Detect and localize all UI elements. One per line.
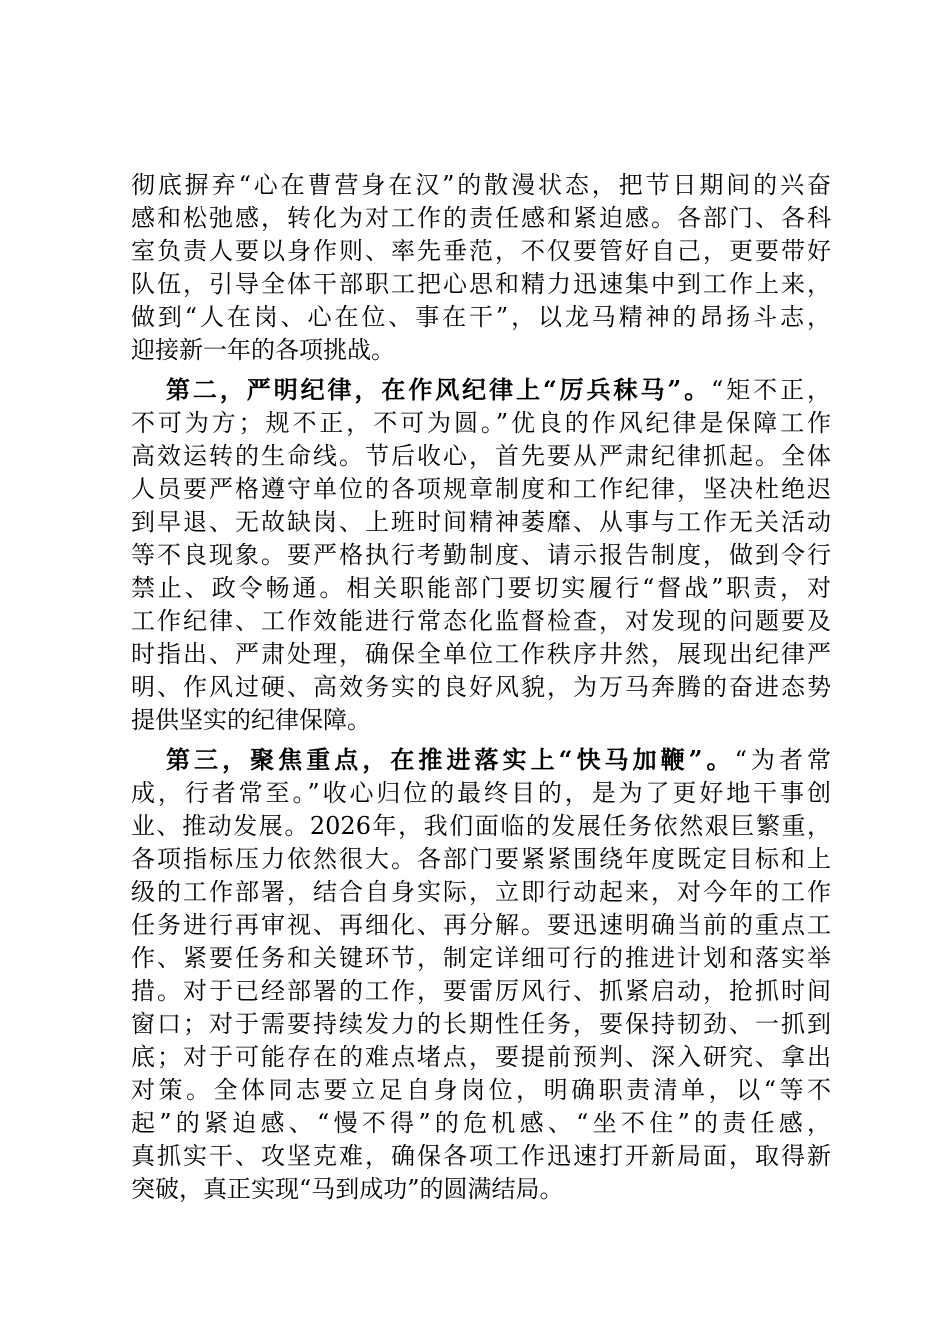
text-line: 做到“人在岗、心在位、事在干”，以龙马精神的昂扬斗志， xyxy=(131,303,831,331)
text-line: 等不良现象。要严格执行考勤制度、请示报告制度，做到令行 xyxy=(131,541,831,569)
text-line: 工作纪律、工作效能进行常态化监督检查，对发现的问题要及 xyxy=(131,607,831,635)
text-line: 任务进行再审视、再细化、再分解。要迅速明确当前的重点工 xyxy=(131,911,831,939)
text-line: 禁止、政令畅通。相关职能部门要切实履行“督战”职责，对 xyxy=(131,574,831,602)
text-line: 对策。全体同志要立足自身岗位，明确职责清单，以“等不 xyxy=(131,1076,831,1104)
text-line: 业、推动发展。2026年，我们面临的发展任务依然艰巨繁重， xyxy=(131,812,831,840)
text-line: 到早退、无故缺岗、上班时间精神萎靡、从事与工作无关活动 xyxy=(131,508,831,536)
text-line: 人员要严格遵守单位的各项规章制度和工作纪律，坚决杜绝迟 xyxy=(131,475,831,503)
text-line: 不可为方；规不正，不可为圆。”优良的作风纪律是保障工作 xyxy=(131,409,831,437)
text-line: 窗口；对于需要持续发力的长期性任务，要保持韧劲、一抓到 xyxy=(131,1010,831,1038)
text-line: 感和松弛感，转化为对工作的责任感和紧迫感。各部门、各科 xyxy=(131,204,831,232)
text-line: 各项指标压力依然很大。各部门要紧紧围绕年度既定目标和上 xyxy=(131,845,831,873)
text-line: 真抓实干、攻坚克难，确保各项工作迅速打开新局面，取得新 xyxy=(131,1142,831,1170)
text-line: 级的工作部署，结合自身实际，立即行动起来，对今年的工作 xyxy=(131,878,831,906)
text-span: “矩不正， xyxy=(711,376,831,404)
text-line: 时指出、严肃处理，确保全单位工作秩序井然，展现出纪律严 xyxy=(131,640,831,668)
text-line: 起”的紧迫感、“慢不得”的危机感、“坐不住”的责任感， xyxy=(131,1109,831,1137)
text-line: 彻底摒弃“心在曹营身在汉”的散漫状态，把节日期间的兴奋 xyxy=(131,171,831,199)
text-line: 底；对于可能存在的难点堵点，要提前预判、深入研究、拿出 xyxy=(131,1043,831,1071)
text-line: 高效运转的生命线。节后收心，首先要从严肃纪律抓起。全体 xyxy=(131,442,831,470)
section-heading: 第三，聚焦重点，在推进落实上“快马加鞭”。 xyxy=(166,745,735,774)
text-line: 成，行者常至。”收心归位的最终目的，是为了更好地干事创 xyxy=(131,779,831,807)
text-line: 提供坚实的纪律保障。 xyxy=(131,706,371,734)
text-line: 室负责人要以身作则、率先垂范，不仅要管好自己，更要带好 xyxy=(131,237,831,265)
section-heading: 第二，严明纪律，在作风纪律上“厉兵秣马”。 xyxy=(166,375,712,404)
text-line: 突破，真正实现“马到成功”的圆满结局。 xyxy=(131,1175,564,1203)
text-line: 队伍，引导全体干部职工把心思和精力迅速集中到工作上来， xyxy=(131,270,831,298)
paragraph-first-line xyxy=(166,373,831,407)
paragraph-first-line xyxy=(166,743,831,777)
text-line: 作、紧要任务和关键环节，制定详细可行的推进计划和落实举 xyxy=(131,944,831,972)
text-line: 措。对于已经部署的工作，要雷厉风行、抓紧启动，抢抓时间 xyxy=(131,977,831,1005)
text-line: 明、作风过硬、高效务实的良好风貌，为万马奔腾的奋进态势 xyxy=(131,673,831,701)
text-span: “为者常 xyxy=(734,746,832,774)
text-line: 迎接新一年的各项挑战。 xyxy=(131,336,395,364)
